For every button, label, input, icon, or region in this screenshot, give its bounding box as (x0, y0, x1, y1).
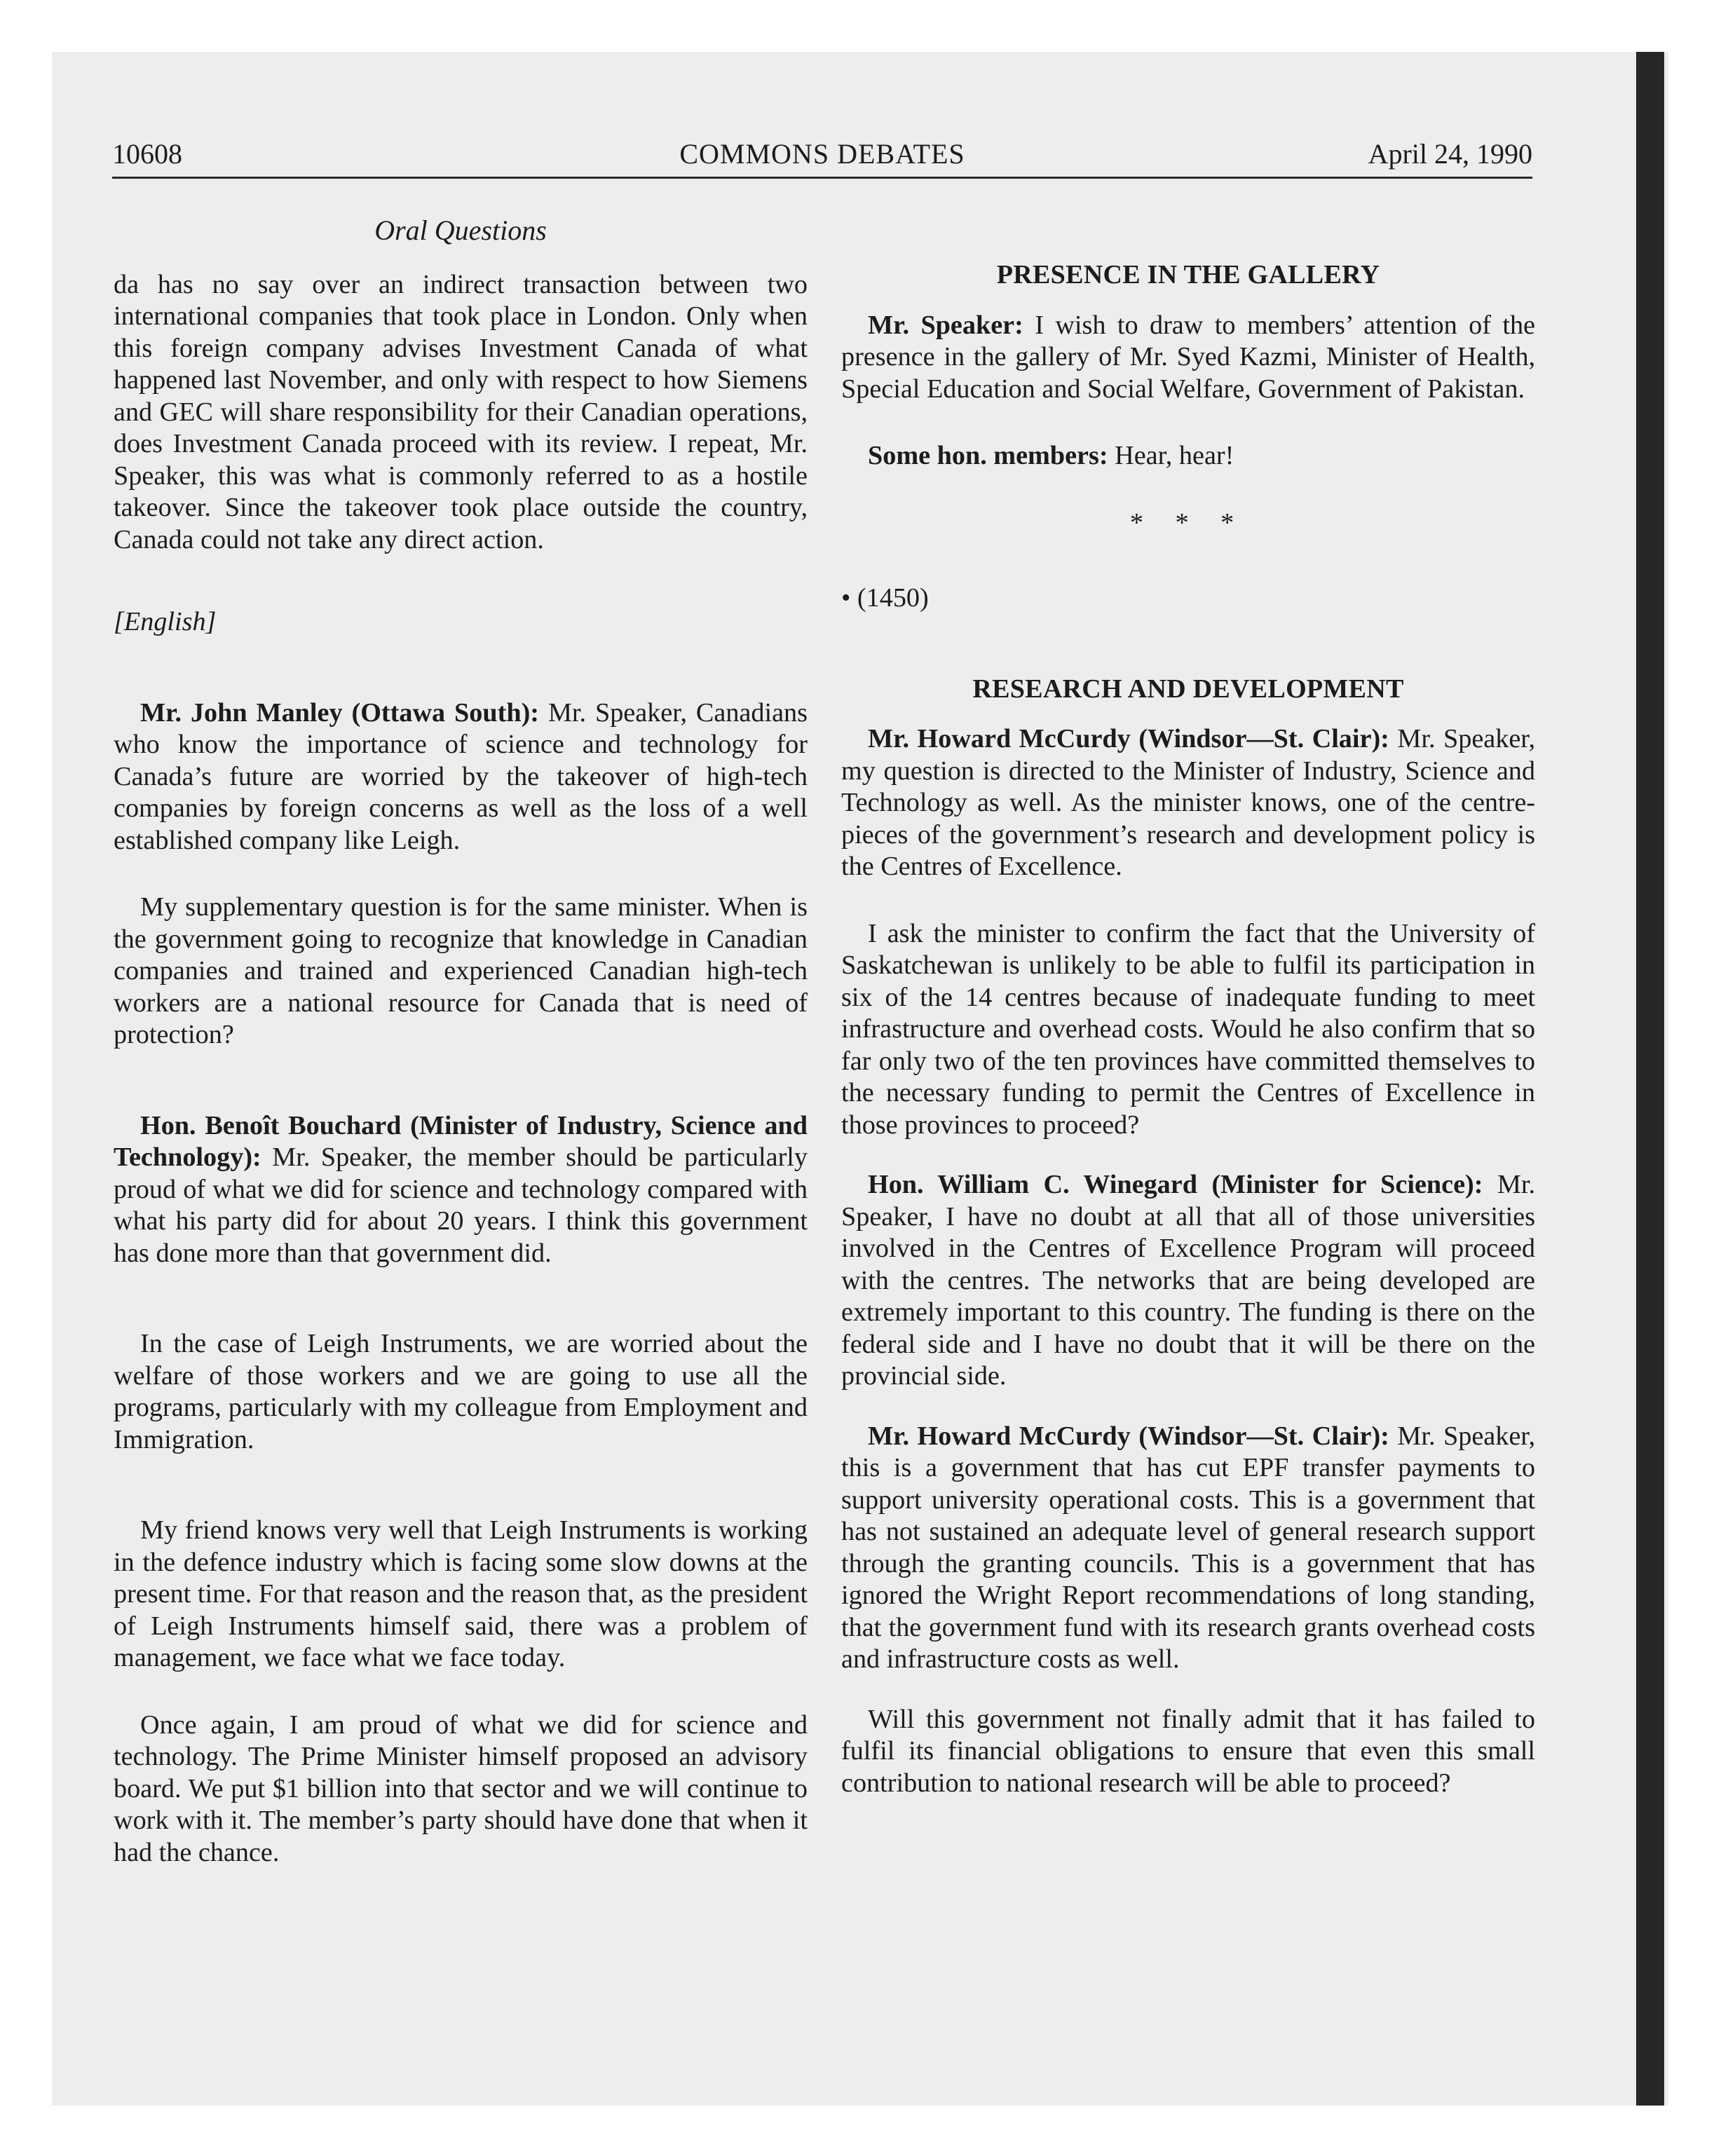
mccurdy-intervention (841, 723, 1535, 883)
speaker-name: Mr. Howard McCurdy (Windsor—St. Clair): (868, 724, 1389, 753)
right-column (841, 203, 1535, 1799)
speaker-name: Mr. Howard McCurdy (Windsor—St. Clair): (868, 1421, 1389, 1451)
paragraph: Will this government not finally admit that it has failed to fulfil its financial obligations to ensure that even this small contribution to national research will be able to proceed? (841, 1704, 1535, 1798)
speaker-name: Hon. Benoît Bouchard (Minister of Industry, Science and Technology): (114, 1110, 808, 1172)
running-head: Oral Questions (374, 214, 547, 246)
language-tag: [English] (114, 607, 217, 636)
speaker-name: Some hon. members: (868, 441, 1108, 470)
section-separator: * * * (1129, 507, 1247, 538)
paragraph: My friend knows very well that Leigh Instruments is working in the defence industry which is facing some slow downs at the present time. For that reason and the reason that, as the president of Leigh Instruments himself said, there was a problem of management, we face what we face today. (114, 1515, 808, 1672)
speech-text: Hear, hear! (1108, 441, 1234, 470)
paragraph: In the case of Leigh Instruments, we are worried about the welfare of those workers and we are going to use all the programs, particularly with my colleague from Employment and Immigration. (114, 1329, 808, 1454)
page-header (112, 133, 1532, 175)
speaker-name: Mr. John Manley (Ottawa South): (140, 697, 540, 728)
mccurdy-intervention (841, 1421, 1535, 1676)
speaker-name: Hon. William C. Winegard (Minister for Science): (868, 1170, 1483, 1199)
speech-text: Mr. Speaker, my question is directed to the Minister of Industry, Science and Technology as well. As the minister knows, one of the centre-pieces of the government’s research and development policy is the Centres of Excellence. (841, 724, 1535, 881)
bouchard-intervention (114, 1110, 808, 1270)
header-rule (112, 177, 1532, 179)
speech-text: Mr. Speaker, the member should be particularly proud of what we did for science and technology compared with what his party did for about 20 years. I think this government has done more than that government did. (114, 1142, 808, 1268)
header-date: April 24, 1990 (1368, 138, 1532, 170)
speech-text: Mr. Speaker, Canadians who know the importance of science and technology for Canada’s future are worried by the takeover of high-tech companies by foreign concerns as well as the loss of a well established company like Leigh. (114, 697, 808, 855)
manley-intervention (114, 697, 808, 857)
section-heading-research: RESEARCH AND DEVELOPMENT (972, 674, 1404, 704)
winegard-intervention (841, 1169, 1535, 1393)
speech-text: Mr. Speaker, I have no doubt at all that all of those universities involved in the Centres of Excellence Program will proceed with the centres. The networks that are being developed are extremely important to this country. The funding is there on the federal side and I have no doubt that it will be there on the provincial side. (841, 1170, 1535, 1391)
speaker-name: Mr. Speaker: (868, 310, 1023, 340)
speech-text: Mr. Speaker, this is a government that has cut EPF transfer payments to support university operational costs. This is a government that has not sustained an adequate level of general research support through the granting councils. This is a government that has ignored the Wright Report recommendations of long standing, that the government fund with its research grants overhead costs and infrastructure costs as well. (841, 1421, 1535, 1674)
paragraph: I ask the minister to confirm the fact that the University of Saskatchewan is unlikely to be able to fulfil its participation in six of the 14 centres because of inadequate funding to meet infrastructure and overhead costs. Would he also confirm that so far only two of the ten provinces have committed themselves to the necessary funding to permit the Centres of Excellence in those provinces to proceed? (841, 918, 1535, 1140)
publication-title: COMMONS DEBATES (679, 138, 965, 170)
speaker-intervention (841, 310, 1535, 406)
scan-edge-bar (1636, 52, 1664, 2106)
timestamp: • (1450) (841, 583, 929, 613)
speech-text: I wish to draw to members’ attention of the presence in the gallery of Mr. Syed Kazmi, Minister of Health, Special Education and Social Welfare, Government of Pakistan. (841, 310, 1535, 404)
members-intervention (841, 440, 1535, 472)
page-number: 10608 (112, 138, 182, 170)
left-column (114, 203, 808, 1869)
paragraph: Once again, I am proud of what we did for science and technology. The Prime Minister himself proposed an advisory board. We put $1 billion into that sector and we will continue to work with it. The member’s party should have done that when it had the chance. (114, 1710, 808, 1867)
paragraph: My supplementary question is for the same minister. When is the government going to recognize that knowledge in Canadian companies and trained and experienced Canadian high-tech workers are a national resource for Canada that is need of protection? (114, 892, 808, 1049)
section-heading-gallery: PRESENCE IN THE GALLERY (996, 260, 1380, 289)
paragraph: da has no say over an indirect transaction between two international companies that took place in London. Only when this foreign company advises Investment Canada of what happened last November, and only with respect to how Siemens and GEC will share responsibility for their Canadian operations, does Investment Canada proceed with its review. I repeat, Mr. Speaker, this was what is commonly referred to as a hostile takeover. Since the takeover took place outside the country, Canada could not take any direct action. (114, 269, 808, 554)
